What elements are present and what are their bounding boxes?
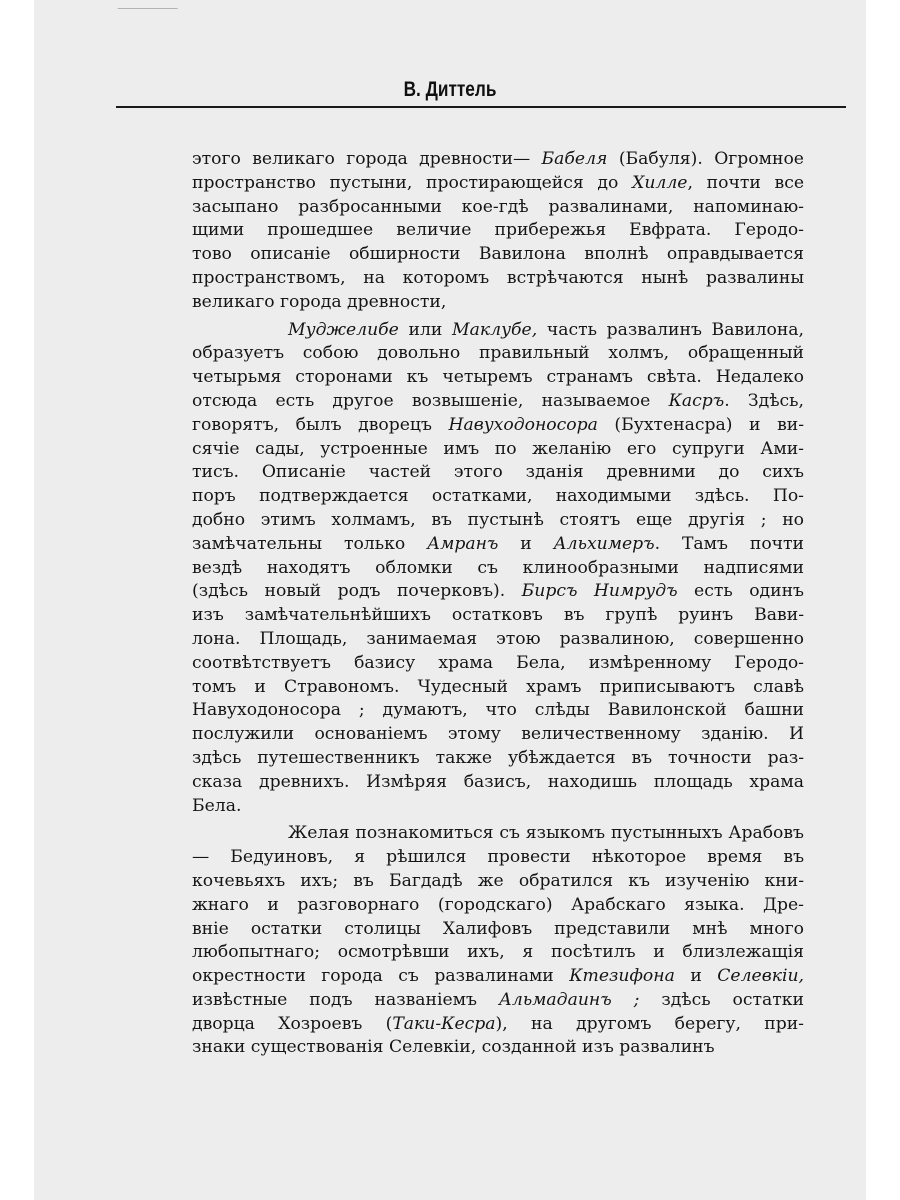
- text-line: добно этимъ холмамъ, въ пустынѣ стоятъ еще другiя ; но: [192, 509, 804, 530]
- text-line: Бела.: [192, 795, 242, 816]
- text-line: томъ и Стравономъ. Чудесный храмъ приписываютъ славѣ: [192, 676, 804, 697]
- italic-term: Навуходоносора: [448, 414, 598, 435]
- text-line: этого великаго города древности— Бабеля (Бабуля). Огромное: [192, 149, 804, 169]
- running-head: В. Диттель: [403, 78, 497, 101]
- text-line: Навуходоносора ; думаютъ, что слѣды Вавилонской башни: [192, 700, 804, 721]
- italic-term: Селевкiи,: [717, 966, 805, 987]
- italic-term: Альмадаинъ ;: [498, 989, 640, 1010]
- text-line: кочевьяхъ ихъ; въ Багдадѣ же обратился къ изученiю кни-: [192, 870, 804, 891]
- text-line: — Бедуиновъ, я рѣшился провести нѣкоторое время въ: [192, 847, 804, 868]
- text-line: изъ замѣчательнѣйшихъ остатковъ въ групѣ руинъ Вави-: [192, 605, 804, 626]
- header-rule: [116, 106, 846, 108]
- italic-term: Амранъ: [427, 533, 499, 554]
- text-line: тисъ. Описанiе частей этого зданiя древними до сихъ: [192, 462, 804, 483]
- text-line: вездѣ находятъ обломки съ клинообразными надписями: [192, 557, 804, 578]
- text-line: четырьмя сторонами къ четыремъ странамъ свѣта. Недалеко: [192, 367, 804, 388]
- text-line: Желая познакомиться съ языкомъ пустынныхъ Арабовъ: [288, 823, 804, 844]
- text-line: пространствомъ, на которомъ встрѣчаются нынѣ развалины: [192, 267, 804, 288]
- text-line: Муджелибе или Маклубе, часть развалинъ Вавилона,: [288, 319, 804, 340]
- text-line: (здѣсь новый родъ почерковъ). Бирсъ Нимрудъ есть одинъ: [192, 581, 804, 602]
- text-line: внiе остатки столицы Халифовъ представили мнѣ много: [192, 918, 804, 939]
- italic-term: Бабеля: [541, 149, 608, 169]
- italic-term: Касръ: [668, 390, 725, 411]
- text-line: жнаго и разговорнаго (городскаго) Арабскаго языка. Дре-: [192, 894, 804, 915]
- text-line: извѣстные подъ названiемъ Альмадаинъ ; здѣсь остатки: [192, 989, 804, 1010]
- book-page: [34, 0, 866, 1200]
- text-line: щими прошедшее величие прибережья Евфрата. Геродо-: [192, 220, 804, 241]
- text-line: любопытнаго; осмотрѣвши ихъ, я посѣтилъ и близлежащiя: [192, 942, 804, 963]
- text-line: говорятъ, былъ дворецъ Навуходоносора (Бухтенасра) и ви-: [192, 414, 805, 435]
- text-line: поръ подтверждается остатками, находимыми здѣсь. По-: [192, 486, 804, 507]
- italic-term: Маклубе,: [452, 319, 538, 340]
- page-corner-mark: [117, 0, 182, 9]
- text-line: здѣсь путешественникъ также убѣждается въ точности раз-: [192, 747, 804, 768]
- italic-term: Бирсъ Нимрудъ: [521, 581, 678, 602]
- italic-term: Хилле: [632, 172, 688, 193]
- text-line: замѣчательны только Амранъ и Альхимеръ. Тамъ почти: [192, 533, 804, 554]
- italic-term: Таки-Кесра: [392, 1013, 496, 1034]
- italic-term: Муджелибе: [288, 319, 399, 340]
- text-line: соотвѣтствуетъ базису храма Бела, измѣренному Геродо-: [192, 652, 804, 673]
- text-line: великаго города древности,: [192, 291, 447, 312]
- body-text: [192, 148, 804, 1060]
- text-line: отсюда есть другое возвышенiе, называемое Касръ. Здѣсь,: [192, 390, 805, 411]
- text-line: дворца Хозроевъ (Таки-Кесра), на другомъ берегу, при-: [192, 1013, 804, 1034]
- italic-term: Ктезифона: [569, 966, 675, 987]
- text-line: тово описанiе обширности Вавилона вполнѣ оправдывается: [192, 244, 804, 265]
- text-line: окрестности города съ развалинами Ктезифона и Селевкiи,: [192, 966, 805, 987]
- text-line: сячiе сады, устроенные имъ по желанiю его супруги Ами-: [192, 438, 804, 459]
- text-line: образуетъ собою довольно правильный холмъ, обращенный: [192, 343, 804, 364]
- text-line: знаки существованiя Селевкiи, созданной изъ развалинъ: [192, 1037, 715, 1058]
- text-line: послужили основанiемъ этому величественному зданiю. И: [192, 724, 804, 745]
- italic-term: Альхимеръ: [553, 533, 655, 554]
- text-line: лона. Площадь, занимаемая этою развалиною, совершенно: [192, 628, 804, 649]
- text-line: засыпано разбросанными кое-гдѣ развалинами, напоминаю-: [192, 196, 804, 217]
- text-line: сказа древнихъ. Измѣряя базисъ, находишь площадь храма: [192, 771, 804, 792]
- text-line: пространство пустыни, простирающейся до Хилле, почти все: [192, 172, 804, 193]
